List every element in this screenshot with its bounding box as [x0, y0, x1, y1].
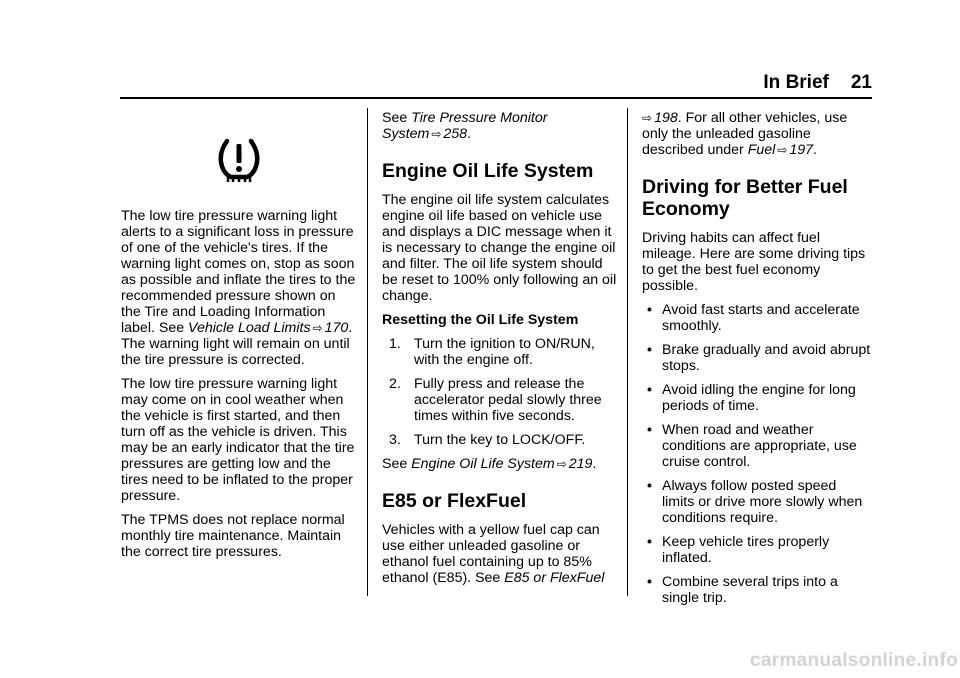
tip-text: Keep vehicle tires properly inflated. — [662, 534, 830, 566]
driving-tips-list — [642, 302, 872, 606]
xref-arrow-icon: ⇨ — [777, 143, 788, 157]
fuel-link[interactable]: Fuel — [747, 142, 776, 158]
oil-life-page[interactable]: 219 — [568, 456, 593, 472]
tip-text: Avoid fast starts and accelerate smoothly. — [662, 302, 860, 334]
reset-oil-life-subheading: Resetting the Oil Life System — [382, 312, 579, 328]
list-item — [642, 302, 872, 334]
tire-warning-text-end: . The warning light will remain on until the tire pressure is corrected. — [121, 320, 353, 368]
fuel-page[interactable]: 197 — [789, 142, 814, 158]
xref-arrow-icon: ⇨ — [312, 321, 323, 335]
vehicle-load-limits-page[interactable]: 170 — [324, 320, 349, 336]
oil-life-link[interactable]: Engine Oil Life System — [411, 456, 555, 472]
fuel-continuation-paragraph — [642, 110, 872, 158]
step-number: 3. — [389, 432, 401, 448]
column-2 — [382, 110, 618, 594]
section-title: In Brief — [763, 72, 829, 93]
bullet-icon: • — [647, 302, 652, 318]
watermark: carmanualsonline.info — [750, 650, 958, 671]
list-item — [382, 376, 618, 424]
icon-container — [121, 110, 357, 208]
oil-life-paragraph: The engine oil life system calculates engine oil life based on vehicle use and displays a DIC message when it is necessary to change the engine oil and filter. The oil life system should be reset to 100% only following an oil change. — [382, 192, 617, 304]
tire-pressure-warning-icon — [213, 135, 265, 185]
bullet-icon: • — [647, 534, 652, 550]
cool-weather-paragraph: The low tire pressure warning light may come on in cool weather when the vehicle is first started, and then turn off as the vehicle is driven. This may be an early indicator that the tire pressures are getting low and the tires need to be inflated to the proper pressure. — [121, 376, 355, 504]
step-text: Turn the key to LOCK/OFF. — [414, 432, 586, 448]
list-item — [642, 534, 872, 566]
bullet-icon: • — [647, 574, 652, 590]
tip-text: Brake gradually and avoid abrupt stops. — [662, 342, 871, 374]
list-item — [382, 336, 618, 368]
page-number: 21 — [850, 72, 872, 93]
tpms-see-paragraph — [382, 110, 618, 142]
tpms-link[interactable]: Tire Pressure Monitor System — [382, 110, 548, 142]
list-item — [642, 342, 872, 374]
tip-text: When road and weather conditions are appropriate, use cruise control. — [662, 422, 857, 470]
tip-text: Avoid idling the engine for long periods of time. — [662, 382, 856, 414]
bullet-icon: • — [647, 422, 652, 438]
tip-text: Always follow posted speed limits or drive more slowly when conditions require. — [662, 478, 863, 526]
bullet-icon: • — [647, 478, 652, 494]
e85-heading: E85 or FlexFuel — [382, 490, 527, 512]
period: . — [813, 142, 817, 158]
bullet-icon: • — [647, 342, 652, 358]
list-item — [642, 422, 872, 470]
vehicle-load-limits-link[interactable]: Vehicle Load Limits — [188, 320, 311, 336]
period: . — [592, 456, 597, 472]
header-text — [763, 72, 872, 94]
e85-link[interactable]: E85 or FlexFuel — [504, 570, 605, 586]
column-1 — [121, 110, 357, 568]
tpms-page[interactable]: 258 — [443, 126, 468, 142]
step-text: Turn the ignition to ON/RUN, with the engine off. — [414, 336, 595, 368]
xref-arrow-icon: ⇨ — [642, 111, 653, 125]
e85-page[interactable]: 198 — [654, 110, 678, 126]
fuel-economy-paragraph: Driving habits can affect fuel mileage. Here are some driving tips to get the best fuel economy possible. — [642, 230, 866, 294]
fuel-continuation-text: . For all other vehicles, use only the unleaded gasoline described under — [642, 110, 848, 158]
header-rule — [120, 97, 872, 99]
oil-life-heading: Engine Oil Life System — [382, 160, 594, 182]
list-item — [642, 478, 872, 526]
tire-warning-text: The low tire pressure warning light alerts to a significant loss in pressure of one of the vehicle's tires. If the warning light comes on, stop as soon as possible and inflate the tires to the recommended pressure shown on the Tire and Loading Information label. See — [121, 208, 356, 336]
see-text: See — [382, 456, 412, 472]
oil-life-see-paragraph — [382, 456, 618, 472]
bullet-icon: • — [647, 382, 652, 398]
fuel-economy-heading: Driving for Better Fuel Economy — [642, 176, 848, 220]
xref-arrow-icon: ⇨ — [431, 127, 442, 141]
step-number: 2. — [389, 376, 401, 392]
reset-steps-list — [382, 336, 618, 448]
step-text: Fully press and release the accelerator pedal slowly three times within five seconds. — [414, 376, 602, 424]
column-3 — [642, 110, 872, 614]
e85-paragraph — [382, 522, 618, 586]
tpms-paragraph: The TPMS does not replace normal monthly tire maintenance. Maintain the correct tire pressures. — [121, 512, 345, 560]
step-number: 1. — [389, 336, 401, 352]
tip-text: Combine several trips into a single trip. — [662, 574, 838, 606]
list-item — [642, 382, 872, 414]
period: . — [467, 126, 471, 142]
page-header — [0, 0, 960, 100]
tire-warning-paragraph — [121, 208, 357, 368]
list-item — [382, 432, 618, 448]
column-divider-right — [627, 108, 628, 596]
see-text: See — [382, 110, 412, 126]
e85-text: Vehicles with a yellow fuel cap can use either unleaded gasoline or ethanol fuel containing up to 85% ethanol (E85). See — [382, 522, 600, 586]
column-divider-left — [367, 108, 368, 596]
xref-arrow-icon: ⇨ — [556, 457, 567, 471]
list-item — [642, 574, 872, 606]
